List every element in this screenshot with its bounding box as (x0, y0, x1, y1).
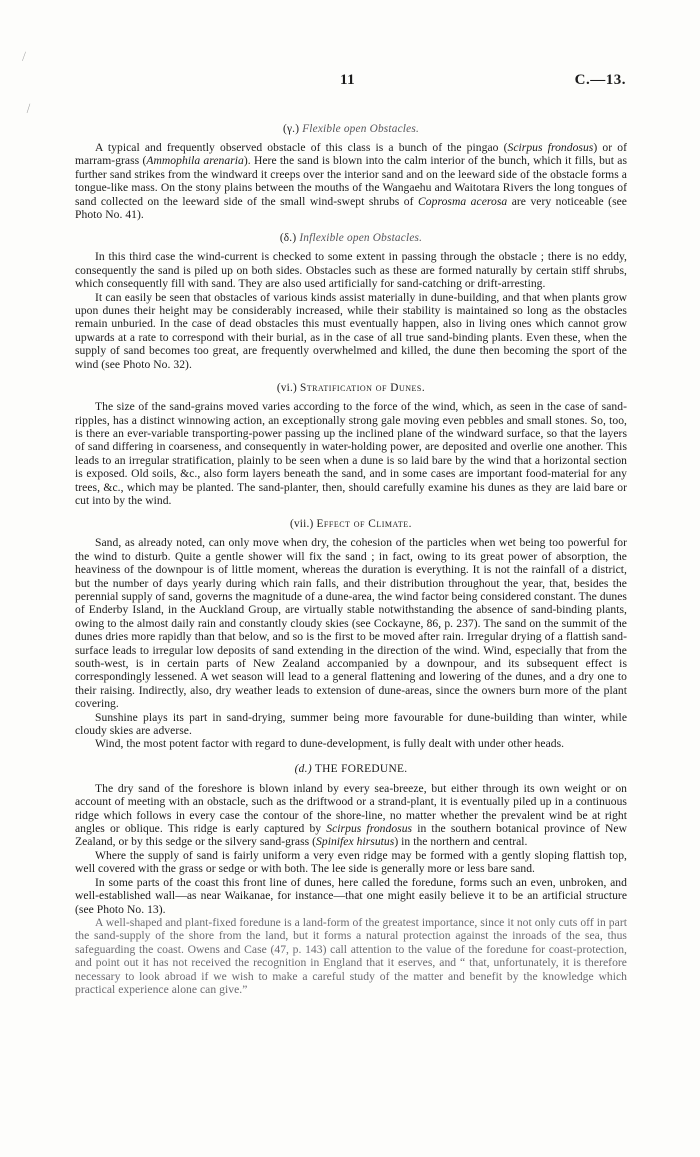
section-heading-foredune (75, 763, 627, 775)
page-header (0, 72, 700, 94)
paragraph: Sand, as already noted, can only move when dry, the cohesion of the particles when wet being too powerful for the wind to disturb. Quite a gentle shower will fix the sand ; in fact, owing to its great power of absorption, the heaviness of the downpour is of little moment, whereas the duration is everything. It is not the rainfall of a district, but the number of days yearly during which rain falls, and their distribution throughout the year, that, besides the perennial supply of sand, governs the magnitude of a dune-area, the wind factor being considered constant. The dunes of Enderby Island, in the Auckland Group, are virtually stable notwithstanding the absence of sand-binding plants, owing to the almost daily rain and constantly cloudy skies (see Cockayne, 86, p. 237). The sand on the summit of the dunes dries more rapidly than that below, and so is the first to be moved after rain. Irregular drying of a flattish sand-surface leads to irregular low deposits of sand extending in the direction of the wind. Wind, especially that from the south-west, is in certain parts of New Zealand accompanied by a downpour, and its subsequent effect is correspondingly lessened. A wet season will lead to a general flattening and lowering of the dunes, and a dry one to their raising. Indirectly, also, dry weather leads to extension of dune-areas, since the owners burn more of the plant covering. (75, 536, 627, 711)
paragraph: It can easily be seen that obstacles of various kinds assist materially in dune-building, and that when plants grow upon dunes their height may be considerably increased, while their stability is maintained so long as the obstacles remain unburied. In the case of dead obstacles this must eventually happen, also in living ones which cannot grow upwards at a rate to correspond with their burial, as in the case of all true sand-binding plants. Even these, when the supply of sand becomes too great, are frequently overwhelmed and killed, the dune then becoming the sport of the wind (see Photo No. 32). (75, 290, 627, 371)
page-body (75, 112, 627, 996)
section-heading-vii (75, 518, 627, 530)
section-heading-delta (75, 232, 627, 244)
section-title: Flexible open Obstacles. (302, 123, 419, 135)
margin-mark-top: ⁄ (21, 49, 27, 64)
paragraph: The size of the sand-grains moved varies according to the force of the wind, which, as seen in the case of sand-ripples, has a distinct winnowing action, an exceptionally strong gale moving even pebbles and small stones. So, too, is there an ever-variable transporting-power passing up the inclined plane of the windward surface, so that the layers of sand differing in coarseness, and consequently in water-holding power, are deposited and overlie one another. This leads to an irregular stratification, plainly to be seen when a dune is so laid bare by the wind that a horizontal section is exposed. Old soils, &c., also form layers beneath the sand, and in some cases are important food-material for any trees, &c., which may be planted. The sand-planter, then, should carefully examine his dunes as they are laid bare or cut into by the wind. (75, 400, 627, 507)
section-prefix: (γ.) (283, 123, 300, 135)
section-prefix: (δ.) (279, 232, 297, 245)
page-number: 11 (340, 72, 356, 88)
section-heading-gamma (75, 123, 627, 135)
paragraph: In some parts of the coast this front line of dunes, here called the foredune, forms such an even, unbroken, and well-established wall—as near Waikanae, for instance—that one might easily believe it to be an artificial structure (see Photo No. 13). (75, 875, 627, 916)
section-prefix: (vi.) (276, 382, 297, 395)
section-title: Effect of Climate. (316, 518, 412, 531)
section-title: THE FOREDUNE. (314, 762, 408, 775)
margin-mark-lower: ⁄ (25, 101, 32, 116)
paragraph: Where the supply of sand is fairly uniform a very even ridge may be formed with a gently sloping flattish top, well covered with the grass or sedge or with both. The lee side is generally more or less bare sand. (75, 848, 627, 876)
section-prefix: (vii.) (290, 518, 314, 531)
section-title: Stratification of Dunes. (300, 382, 426, 395)
section-heading-vi (75, 382, 627, 394)
paragraph: A well-shaped and plant-fixed foredune is a land-form of the greatest importance, since it not only cuts off in part the sand-supply of the shore from the land, but it forms a natural protection against the inroads of the sea, thus safeguarding the coast. Owens and Case (47, p. 143) call attention to the value of the foredune for coast-protection, and point out it has not received the recognition in England that it eserves, and “ that, unfortunately, it is therefore necessary to look abroad if we wish to make a careful study of the matter and benefit by the knowledge which practical experience alone can give.” (75, 915, 627, 996)
section-prefix: (d.) (294, 762, 312, 775)
paragraph: A typical and frequently observed obstacle of this class is a bunch of the pingao (Scirpus frondosus) or of marram-grass (Ammophila arenaria). Here the sand is blown into the calm interior of the bunch, which it fills, but as further sand strikes from the windward it creeps over the interior sand and on the leeward side of the obstacle forms a tongue-like mass. On the stony plains between the mouths of the Wangaehu and Waitotara Rivers the long tongues of sand collected on the leeward side of the small wind-swept shrubs of Coprosma acerosa are very noticeable (see Photo No. 41). (75, 141, 627, 222)
paragraph: Wind, the most potent factor with regard to dune-development, is fully dealt with under other heads. (95, 737, 565, 751)
document-code: C.—13. (574, 72, 626, 88)
paragraph: The dry sand of the foreshore is blown inland by every sea-breeze, but either through its own weight or on account of meeting with an obstacle, such as the driftwood or a strand-plant, it is eventually piled up in a continuous ridge which follows in every case the contour of the shore-line, no matter whether the prevalent wind be at right angles or oblique. This ridge is early captured by Scirpus frondosus in the southern botanical province of New Zealand, or by this sedge or the silvery sand-grass (Spinifex hirsutus) in the northern and central. (75, 781, 627, 849)
section-title: Inflexible open Obstacles. (299, 232, 423, 245)
paragraph: Sunshine plays its part in sand-drying, summer being more favourable for dune-building than winter, while cloudy skies are adverse. (75, 710, 627, 738)
paragraph: In this third case the wind-current is checked to some extent in passing through the obstacle ; there is no eddy, consequently the sand is piled up on both sides. Obstacles such as these are formed naturally by certain stiff shrubs, which consequently fill with sand. They are also used artificially for sand-catching or drift-arresting. (75, 250, 627, 291)
